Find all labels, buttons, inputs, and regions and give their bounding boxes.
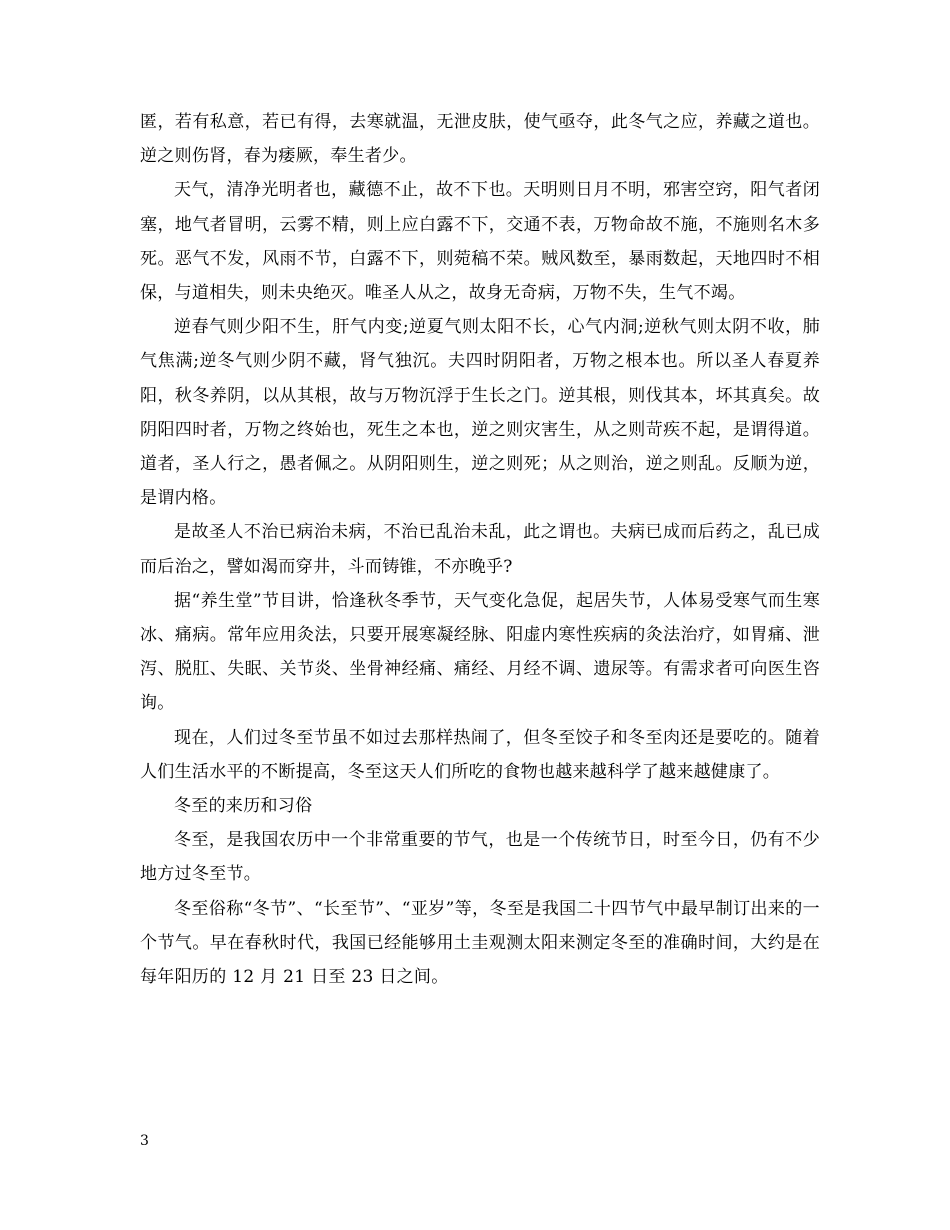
paragraph: 冬至，是我国农历中一个非常重要的节气，也是一个传统节日，时至今日，仍有不少地方过冬至节。 bbox=[140, 830, 820, 885]
document-body bbox=[140, 105, 820, 994]
paragraph: 现在，人们过冬至节虽不如过去那样热闹了，但冬至饺子和冬至肉还是要吃的。随着人们生活水平的不断提高，冬至这天人们所吃的食物也越来越科学了越来越健康了。 bbox=[140, 727, 820, 782]
paragraph: 冬至俗称“冬节”、“长至节”、“亚岁”等，冬至是我国二十四节气中最早制订出来的一个节气。早在春秋时代，我国已经能够用土圭观测太阳来测定冬至的准确时间，大约是在每年阳历的 12 月 21 日至 23 日之间。 bbox=[140, 898, 820, 988]
page-number: 3 bbox=[140, 1133, 149, 1149]
paragraph: 是故圣人不治已病治未病，不治已乱治未乱，此之谓也。夫病已成而后药之，乱已成而后治之，譬如渴而穿井，斗而铸锥，不亦晚乎? bbox=[140, 522, 820, 577]
paragraph: 据“养生堂”节目讲，恰逢秋冬季节，天气变化急促，起居失节，人体易受寒气而生寒冰、痛病。常年应用灸法，只要开展寒凝经脉、阳虚内寒性疾病的灸法治疗，如胃痛、泄泻、脱肛、失眠、关节炎、坐骨神经痛、痛经、月经不调、遗尿等。有需求者可向医生咨询。 bbox=[140, 590, 820, 714]
paragraph: 天气，清净光明者也，藏德不止，故不下也。天明则日月不明，邪害空窍，阳气者闭塞，地气者冒明，云雾不精，则上应白露不下，交通不表，万物命故不施，不施则名木多死。恶气不发，风雨不节，白露不下，则菀稿不荣。贼风数至，暴雨数起，天地四时不相保，与道相失，则未央绝灭。唯圣人从之，故身无奇病，万物不失，生气不竭。 bbox=[140, 180, 820, 304]
paragraph: 逆春气则少阳不生，肝气内变;逆夏气则太阳不长，心气内洞;逆秋气则太阴不收，肺气焦满;逆冬气则少阴不藏，肾气独沉。夫四时阴阳者，万物之根本也。所以圣人春夏养阳，秋冬养阴，以从其根，故与万物沉浮于生长之门。逆其根，则伐其本，坏其真矣。故阴阳四时者，万物之终始也，死生之本也，逆之则灾害生，从之则苛疾不起，是谓得道。道者，圣人行之，愚者佩之。从阴阳则生，逆之则死；从之则治，逆之则乱。反顺为逆，是谓内格。 bbox=[140, 317, 820, 509]
section-heading: 冬至的来历和习俗 bbox=[174, 796, 313, 817]
paragraph: 匿，若有私意，若已有得，去寒就温，无泄皮肤，使气亟夺，此冬气之应，养藏之道也。逆之则伤肾，春为痿厥，奉生者少。 bbox=[140, 112, 820, 167]
